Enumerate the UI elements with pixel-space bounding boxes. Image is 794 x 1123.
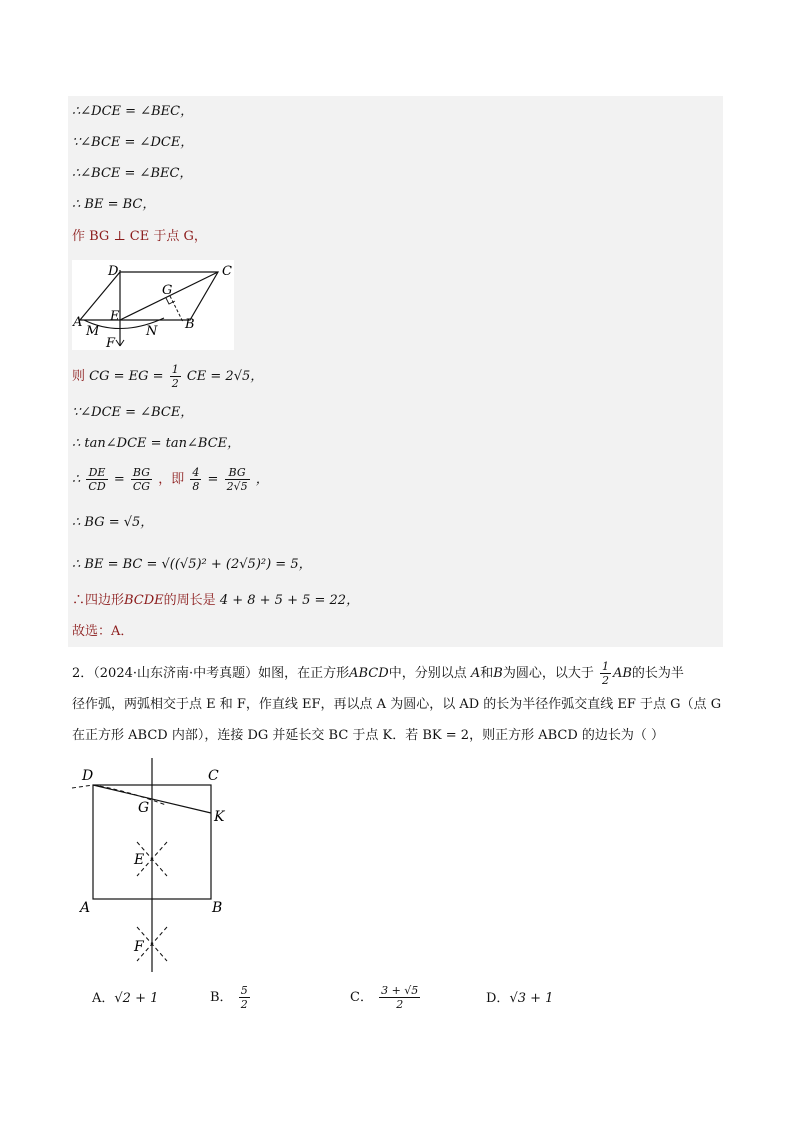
ratio-fraction-3: $\frac{4}{8}$ bbox=[192, 466, 200, 493]
fig1-label-d: D bbox=[108, 264, 119, 279]
fig2-label-k: K bbox=[214, 809, 225, 825]
solution-line-perimeter: ∴四边形BCDE的周长是 4 + 8 + 5 + 5 = 22， bbox=[72, 593, 360, 608]
fig1-label-c: C bbox=[222, 264, 232, 279]
question-line-1: 2．（2024·山东济南·中考真题）如图，在正方形ABCD中，分别以点 A和B为圆心，以大于 $\frac{1}{2}$ AB的长为半 bbox=[72, 660, 684, 687]
fig1-label-n: N bbox=[146, 324, 158, 339]
solution-line-tan: ∴ tan∠DCE = tan∠BCE， bbox=[72, 436, 241, 451]
fig2-label-f: F bbox=[134, 939, 144, 955]
fig1-label-g: G bbox=[162, 283, 173, 298]
solution-line-1: ∴∠DCE = ∠BEC， bbox=[72, 104, 194, 119]
solution-line-ratio: ∴ $\frac{DE}{CD}$ = $\frac{BG}{CG}$ ，即 $\frac{4}{8}$ = $\frac{BG}{2√5}$ ， bbox=[72, 466, 269, 493]
ratio-fraction-1: $\frac{DE}{CD}$ bbox=[88, 466, 106, 493]
solution-answer: 故选：A． bbox=[72, 624, 134, 639]
cg-prefix: 则 bbox=[72, 369, 86, 384]
fig1-label-a: A bbox=[73, 315, 83, 330]
question-fraction: $\frac{1}{2}$ bbox=[601, 660, 609, 687]
cg-expr-a: CG = EG = bbox=[89, 369, 164, 384]
solution-line-angle: ∵∠DCE = ∠BCE， bbox=[72, 405, 194, 420]
solution-line-3: ∴∠BCE = ∠BEC， bbox=[72, 166, 193, 181]
ratio-fraction-2: $\frac{BG}{CG}$ bbox=[132, 466, 151, 493]
solution-line-5: 作 BG ⊥ CE 于点 G， bbox=[72, 229, 207, 244]
fig2-label-g: G bbox=[138, 800, 150, 816]
fig1-label-e: E bbox=[110, 309, 120, 324]
fig2-label-e: E bbox=[134, 852, 145, 868]
ratio-fraction-4: $\frac{BG}{2√5}$ bbox=[226, 466, 248, 493]
option-c-fraction: $\frac{3 + √5}{2}$ bbox=[381, 984, 419, 1011]
fig2-label-a: A bbox=[80, 900, 91, 916]
solution-line-2: ∵∠BCE = ∠DCE， bbox=[72, 135, 194, 150]
fig1-label-f: F bbox=[106, 336, 116, 350]
cg-fraction: $\frac{1}{2}$ bbox=[171, 363, 179, 390]
question-line-2: 径作弧，两弧相交于点 E 和 F，作直线 EF，再以点 A 为圆心，以 AD 的长为半径作弧交直线 EF 于点 G（点 G bbox=[72, 697, 722, 712]
question-line-3: 在正方形 ABCD 内部），连接 DG 并延长交 BC 于点 K．若 BK = 2，则正方形 ABCD 的边长为（ ） bbox=[72, 728, 665, 743]
solution-line-bg: ∴ BG = √5， bbox=[72, 515, 154, 530]
cg-expr-b: CE = 2√5， bbox=[186, 369, 264, 384]
figure-parallelogram bbox=[72, 260, 234, 350]
fig1-label-b: B bbox=[185, 317, 195, 332]
option-a[interactable]: A．√2 + 1 bbox=[92, 991, 159, 1006]
fig2-label-b: B bbox=[212, 900, 223, 916]
fig1-label-m: M bbox=[86, 324, 100, 339]
solution-line-4: ∴ BE = BC， bbox=[72, 197, 156, 212]
option-b[interactable]: B． $\frac{5}{2}$ bbox=[210, 984, 248, 1011]
option-d[interactable]: D．√3 + 1 bbox=[486, 991, 554, 1006]
fig2-label-d: D bbox=[82, 768, 94, 784]
solution-line-be: ∴ BE = BC = √((√5)² + (2√5)²) = 5， bbox=[72, 557, 312, 572]
figure-square bbox=[70, 758, 240, 976]
option-b-fraction: $\frac{5}{2}$ bbox=[240, 984, 248, 1011]
fig2-label-c: C bbox=[208, 768, 219, 784]
solution-line-cg bbox=[72, 360, 263, 394]
option-c[interactable]: C． $\frac{3 + √5}{2}$ bbox=[350, 984, 419, 1011]
